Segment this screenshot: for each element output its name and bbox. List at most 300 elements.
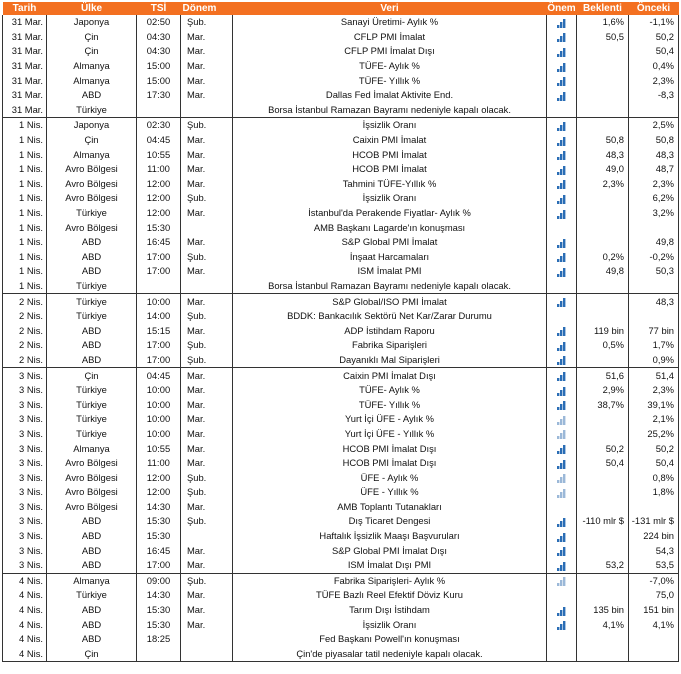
row-country: ABD (47, 250, 137, 265)
row-previous (629, 103, 679, 118)
row-country: ABD (47, 543, 137, 558)
row-date: 1 Nis. (3, 250, 47, 265)
table-row (3, 485, 679, 500)
importance-cell (547, 250, 577, 265)
row-date: 3 Nis. (3, 500, 47, 515)
row-previous: 77 bin (629, 323, 679, 338)
importance-cell (547, 30, 577, 45)
row-period: Şub. (181, 485, 233, 500)
row-date: 4 Nis. (3, 588, 47, 603)
importance-bars-icon (557, 355, 567, 365)
row-expected (577, 500, 629, 515)
row-date: 4 Nis. (3, 632, 47, 647)
row-period: Mar. (181, 147, 233, 162)
row-previous: 75,0 (629, 588, 679, 603)
table-row (3, 470, 679, 485)
row-country: Almanya (47, 573, 137, 588)
row-country: ABD (47, 235, 137, 250)
row-expected (577, 470, 629, 485)
row-event: HCOB PMI İmalat Dışı (233, 441, 547, 456)
row-country: ABD (47, 323, 137, 338)
row-event: Fabrika Siparişleri (233, 338, 547, 353)
row-event: Fed Başkanı Powell'ın konuşması (233, 632, 547, 647)
table-row (3, 235, 679, 250)
table-row (3, 88, 679, 103)
row-period: Mar. (181, 30, 233, 45)
row-time: 16:45 (137, 235, 181, 250)
row-country: Avro Bölgesi (47, 470, 137, 485)
table-row (3, 397, 679, 412)
importance-cell (547, 514, 577, 529)
row-country: Avro Bölgesi (47, 500, 137, 515)
row-event: BDDK: Bankacılık Sektörü Net Kar/Zarar Durumu (233, 309, 547, 324)
row-previous (629, 500, 679, 515)
row-event: ISM İmalat Dışı PMI (233, 558, 547, 573)
row-event: ISM İmalat PMI (233, 264, 547, 279)
table-row (3, 162, 679, 177)
row-time: 04:45 (137, 133, 181, 148)
row-expected: 2,3% (577, 177, 629, 192)
row-expected: 49,8 (577, 264, 629, 279)
row-previous: 151 bin (629, 603, 679, 618)
row-previous: 1,8% (629, 485, 679, 500)
row-previous (629, 647, 679, 662)
row-period: Şub. (181, 338, 233, 353)
row-expected: 2,9% (577, 383, 629, 398)
row-date: 4 Nis. (3, 603, 47, 618)
row-expected (577, 103, 629, 118)
row-country: Çin (47, 647, 137, 662)
row-date: 3 Nis. (3, 529, 47, 544)
row-time: 15:30 (137, 529, 181, 544)
importance-bars-icon (557, 620, 567, 630)
row-time: 16:45 (137, 543, 181, 558)
row-expected (577, 427, 629, 442)
row-expected (577, 279, 629, 294)
table-row (3, 59, 679, 74)
row-date: 3 Nis. (3, 456, 47, 471)
row-time: 15:00 (137, 73, 181, 88)
row-country: ABD (47, 88, 137, 103)
row-date: 1 Nis. (3, 264, 47, 279)
row-expected (577, 220, 629, 235)
row-date: 3 Nis. (3, 485, 47, 500)
row-period: Mar. (181, 383, 233, 398)
row-event: TÜFE Bazlı Reel Efektif Döviz Kuru (233, 588, 547, 603)
row-date: 3 Nis. (3, 514, 47, 529)
row-event: ÜFE - Aylık % (233, 470, 547, 485)
row-date: 31 Mar. (3, 73, 47, 88)
row-country: Avro Bölgesi (47, 485, 137, 500)
table-row (3, 177, 679, 192)
table-row (3, 588, 679, 603)
row-country: Avro Bölgesi (47, 162, 137, 177)
row-country: Türkiye (47, 206, 137, 221)
row-date: 3 Nis. (3, 441, 47, 456)
header-expected: Beklenti (577, 2, 629, 15)
row-event: İşsizlik Oranı (233, 617, 547, 632)
importance-cell (547, 44, 577, 59)
row-period: Mar. (181, 412, 233, 427)
row-period: Mar. (181, 617, 233, 632)
row-time: 14:30 (137, 588, 181, 603)
row-period: Mar. (181, 368, 233, 383)
importance-cell (547, 103, 577, 118)
importance-cell (547, 558, 577, 573)
importance-cell (547, 588, 577, 603)
row-expected: 38,7% (577, 397, 629, 412)
importance-cell (547, 177, 577, 192)
row-period: Mar. (181, 206, 233, 221)
table-row (3, 412, 679, 427)
importance-bars-icon (557, 47, 567, 57)
row-date: 1 Nis. (3, 235, 47, 250)
row-country: Avro Bölgesi (47, 177, 137, 192)
row-period: Mar. (181, 294, 233, 309)
row-date: 3 Nis. (3, 412, 47, 427)
row-country: Türkiye (47, 397, 137, 412)
importance-cell (547, 323, 577, 338)
importance-bars-icon (557, 546, 567, 556)
row-time: 10:55 (137, 441, 181, 456)
importance-bars-icon (557, 18, 567, 28)
row-time: 15:30 (137, 514, 181, 529)
row-expected: 119 bin (577, 323, 629, 338)
importance-cell (547, 309, 577, 324)
row-expected (577, 294, 629, 309)
row-previous: 2,3% (629, 73, 679, 88)
row-period (181, 647, 233, 662)
importance-bars-icon (557, 91, 567, 101)
header-date: Tarih (3, 2, 47, 15)
importance-bars-icon (557, 532, 567, 542)
importance-cell (547, 220, 577, 235)
row-event: TÜFE- Aylık % (233, 383, 547, 398)
row-country: Türkiye (47, 294, 137, 309)
importance-cell (547, 617, 577, 632)
row-previous: 53,5 (629, 558, 679, 573)
row-date: 2 Nis. (3, 353, 47, 368)
row-time: 17:00 (137, 338, 181, 353)
table-row (3, 500, 679, 515)
row-date: 1 Nis. (3, 279, 47, 294)
row-date: 31 Mar. (3, 15, 47, 30)
row-expected (577, 235, 629, 250)
importance-bars-icon (557, 488, 567, 498)
importance-cell (547, 368, 577, 383)
row-previous: 48,3 (629, 294, 679, 309)
row-country: ABD (47, 353, 137, 368)
table-row (3, 264, 679, 279)
row-event: Sanayi Üretimi- Aylık % (233, 15, 547, 30)
importance-bars-icon (557, 576, 567, 586)
importance-cell (547, 500, 577, 515)
importance-bars-icon (557, 459, 567, 469)
row-expected (577, 632, 629, 647)
importance-cell (547, 485, 577, 500)
row-previous (629, 309, 679, 324)
row-previous: 51,4 (629, 368, 679, 383)
row-expected (577, 88, 629, 103)
table-row (3, 44, 679, 59)
row-previous: 3,2% (629, 206, 679, 221)
row-previous: 224 bin (629, 529, 679, 544)
importance-bars-icon (557, 252, 567, 262)
row-date: 31 Mar. (3, 103, 47, 118)
row-event: Dayanıklı Mal Siparişleri (233, 353, 547, 368)
table-row (3, 383, 679, 398)
row-period: Şub. (181, 573, 233, 588)
row-expected (577, 412, 629, 427)
importance-bars-icon (557, 561, 567, 571)
row-country: Çin (47, 368, 137, 383)
row-country: Japonya (47, 15, 137, 30)
row-period: Mar. (181, 133, 233, 148)
row-time: 14:30 (137, 500, 181, 515)
row-period: Şub. (181, 118, 233, 133)
row-country: Türkiye (47, 383, 137, 398)
importance-cell (547, 573, 577, 588)
importance-bars-icon (557, 326, 567, 336)
row-country: Almanya (47, 73, 137, 88)
row-event: S&P Global PMI İmalat Dışı (233, 543, 547, 558)
row-previous: 50,3 (629, 264, 679, 279)
row-time: 14:00 (137, 309, 181, 324)
table-row (3, 617, 679, 632)
row-event: HCOB PMI İmalat Dışı (233, 456, 547, 471)
importance-cell (547, 88, 577, 103)
row-previous (629, 279, 679, 294)
importance-cell (547, 162, 577, 177)
row-date: 31 Mar. (3, 59, 47, 74)
row-event: CFLP PMI İmalat Dışı (233, 44, 547, 59)
row-country: Almanya (47, 59, 137, 74)
table-row (3, 133, 679, 148)
row-time: 17:30 (137, 88, 181, 103)
row-period: Mar. (181, 397, 233, 412)
row-time: 10:00 (137, 412, 181, 427)
row-event: Tahmini TÜFE-Yıllık % (233, 177, 547, 192)
table-row (3, 191, 679, 206)
importance-bars-icon (557, 400, 567, 410)
row-previous: 2,3% (629, 177, 679, 192)
row-country: Türkiye (47, 103, 137, 118)
row-country: Almanya (47, 147, 137, 162)
row-period: Mar. (181, 441, 233, 456)
row-country: Türkiye (47, 309, 137, 324)
row-time: 04:30 (137, 44, 181, 59)
row-period: Mar. (181, 73, 233, 88)
row-expected: 0,2% (577, 250, 629, 265)
row-expected (577, 543, 629, 558)
table-row (3, 543, 679, 558)
row-previous: -1,1% (629, 15, 679, 30)
row-expected: 135 bin (577, 603, 629, 618)
row-event: İşsizlik Oranı (233, 191, 547, 206)
row-event: ADP İstihdam Raporu (233, 323, 547, 338)
row-previous: -0,2% (629, 250, 679, 265)
row-time: 10:00 (137, 294, 181, 309)
row-event: Caixin PMI İmalat Dışı (233, 368, 547, 383)
row-country: Çin (47, 133, 137, 148)
row-event: ÜFE - Yıllık % (233, 485, 547, 500)
row-time: 02:50 (137, 15, 181, 30)
row-period: Mar. (181, 427, 233, 442)
row-previous: 39,1% (629, 397, 679, 412)
row-event: Dış Ticaret Dengesi (233, 514, 547, 529)
importance-bars-icon (557, 517, 567, 527)
row-time: 12:00 (137, 206, 181, 221)
header-row (3, 2, 679, 15)
row-date: 3 Nis. (3, 558, 47, 573)
row-country: Çin (47, 44, 137, 59)
importance-cell (547, 427, 577, 442)
row-previous: 1,7% (629, 338, 679, 353)
importance-bars-icon (557, 194, 567, 204)
table-row (3, 632, 679, 647)
row-event: Çin'de piyasalar tatil nedeniyle kapalı olacak. (233, 647, 547, 662)
row-event: Yurt İçi ÜFE - Yıllık % (233, 427, 547, 442)
importance-cell (547, 338, 577, 353)
row-expected (577, 44, 629, 59)
row-event: Borsa İstanbul Ramazan Bayramı nedeniyle kapalı olacak. (233, 279, 547, 294)
table-row (3, 558, 679, 573)
row-event: AMB Toplantı Tutanakları (233, 500, 547, 515)
row-period: Şub. (181, 514, 233, 529)
table-row (3, 309, 679, 324)
header-country: Ülke (47, 2, 137, 15)
importance-cell (547, 73, 577, 88)
row-country: Türkiye (47, 588, 137, 603)
row-period: Mar. (181, 456, 233, 471)
row-period: Mar. (181, 162, 233, 177)
table-row (3, 647, 679, 662)
row-time: 04:45 (137, 368, 181, 383)
header-importance: Önem (547, 3, 576, 14)
row-date: 4 Nis. (3, 617, 47, 632)
row-date: 31 Mar. (3, 44, 47, 59)
importance-cell (547, 529, 577, 544)
importance-cell (547, 397, 577, 412)
importance-cell (547, 294, 577, 309)
row-period (181, 632, 233, 647)
row-event: S&P Global PMI İmalat (233, 235, 547, 250)
importance-bars-icon (557, 136, 567, 146)
row-event: TÜFE- Aylık % (233, 59, 547, 74)
row-period (181, 103, 233, 118)
row-time: 15:15 (137, 323, 181, 338)
row-previous: 4,1% (629, 617, 679, 632)
row-expected (577, 573, 629, 588)
row-time: 12:00 (137, 177, 181, 192)
header-previous: Önceki (629, 2, 679, 15)
row-previous: -7,0% (629, 573, 679, 588)
row-time: 04:30 (137, 30, 181, 45)
row-date: 2 Nis. (3, 309, 47, 324)
row-country: Avro Bölgesi (47, 456, 137, 471)
row-expected (577, 59, 629, 74)
calendar-table (2, 2, 679, 662)
row-event: Haftalık İşsizlik Maaşı Başvuruları (233, 529, 547, 544)
row-previous: 0,9% (629, 353, 679, 368)
row-time: 17:00 (137, 264, 181, 279)
importance-bars-icon (557, 179, 567, 189)
row-date: 31 Mar. (3, 30, 47, 45)
row-time: 17:00 (137, 558, 181, 573)
importance-cell (547, 279, 577, 294)
row-country: ABD (47, 264, 137, 279)
row-period: Mar. (181, 558, 233, 573)
row-expected (577, 353, 629, 368)
importance-bars-icon (557, 76, 567, 86)
importance-cell (547, 147, 577, 162)
row-time (137, 647, 181, 662)
table-row (3, 441, 679, 456)
importance-cell (547, 353, 577, 368)
row-expected (577, 206, 629, 221)
table-row (3, 206, 679, 221)
row-period (181, 529, 233, 544)
row-previous: 48,3 (629, 147, 679, 162)
row-expected: 50,5 (577, 30, 629, 45)
row-date: 2 Nis. (3, 338, 47, 353)
row-time: 12:00 (137, 191, 181, 206)
importance-bars-icon (557, 429, 567, 439)
table-row (3, 338, 679, 353)
table-row (3, 15, 679, 30)
table-row (3, 514, 679, 529)
importance-cell (547, 603, 577, 618)
importance-cell (547, 470, 577, 485)
row-previous: 25,2% (629, 427, 679, 442)
table-row (3, 279, 679, 294)
row-time: 10:00 (137, 397, 181, 412)
row-expected: 53,2 (577, 558, 629, 573)
row-event: TÜFE- Yıllık % (233, 73, 547, 88)
importance-cell (547, 59, 577, 74)
row-previous: 6,2% (629, 191, 679, 206)
table-row (3, 323, 679, 338)
importance-bars-icon (557, 606, 567, 616)
table-row (3, 427, 679, 442)
row-date: 3 Nis. (3, 470, 47, 485)
importance-cell (547, 118, 577, 133)
row-time: 12:00 (137, 470, 181, 485)
row-expected (577, 647, 629, 662)
importance-bars-icon (557, 297, 567, 307)
row-time: 11:00 (137, 456, 181, 471)
table-row (3, 353, 679, 368)
row-period: Mar. (181, 59, 233, 74)
row-time (137, 103, 181, 118)
row-time: 02:30 (137, 118, 181, 133)
row-date: 31 Mar. (3, 88, 47, 103)
row-expected (577, 191, 629, 206)
row-date: 1 Nis. (3, 118, 47, 133)
row-country: Çin (47, 30, 137, 45)
row-event: CFLP PMI İmalat (233, 30, 547, 45)
importance-bars-icon (557, 165, 567, 175)
row-date: 3 Nis. (3, 368, 47, 383)
row-date: 1 Nis. (3, 162, 47, 177)
calendar-body (3, 15, 679, 662)
row-time: 09:00 (137, 573, 181, 588)
importance-cell (547, 133, 577, 148)
row-date: 4 Nis. (3, 647, 47, 662)
row-expected (577, 588, 629, 603)
row-previous: 2,1% (629, 412, 679, 427)
table-row (3, 573, 679, 588)
